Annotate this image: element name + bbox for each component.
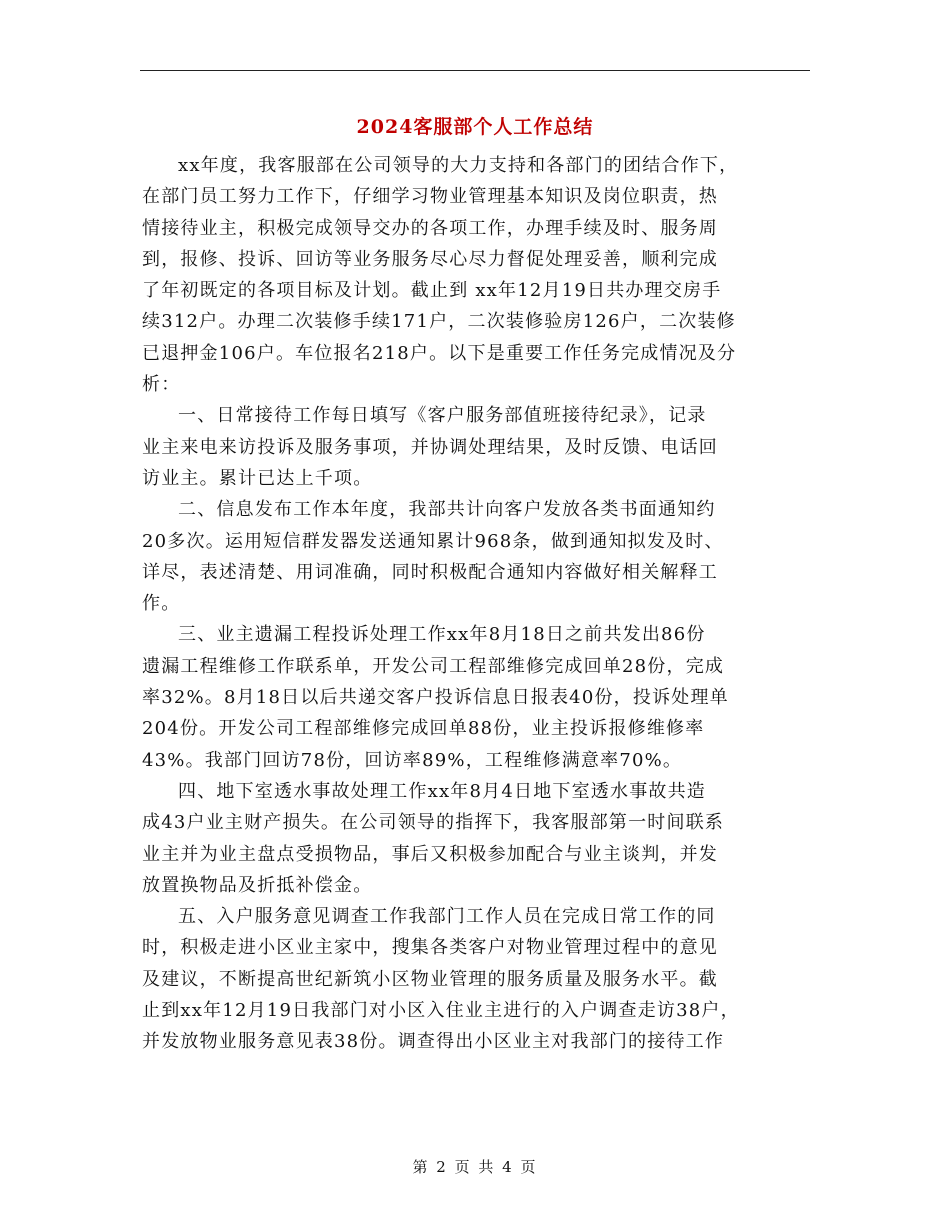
paragraph-section-4 (142, 776, 806, 901)
text-line: 率32%。8月18日以后共递交客户投诉信息日报表40份，投诉处理单 (142, 687, 729, 709)
text-line: 204份。开发公司工程部维修完成回单88份，业主投诉报修维修率 (142, 718, 705, 740)
text-line: 三、业主遗漏工程投诉处理工作xx年8月18日之前共发出86份 (178, 624, 706, 646)
text-line: 放置换物品及折抵补偿金。 (142, 874, 373, 896)
paragraph-section-2 (142, 494, 806, 619)
text-line: 作。 (142, 593, 181, 615)
text-line: 成43户业主财产损失。在公司领导的指挥下，我客服部第一时间联系 (142, 812, 725, 834)
page-footer: 第 2 页 共 4 页 (412, 1158, 538, 1176)
text-line: 在部门员工努力工作下，仔细学习物业管理基本知识及岗位职责，热 (142, 186, 718, 208)
text-line: 析： (142, 374, 181, 396)
text-line: 业主来电来访投诉及服务事项，并协调处理结果，及时反馈、电话回 (142, 436, 718, 458)
text-line: 43%。我部门回访78份，回访率89%，工程维修满意率70%。 (142, 749, 683, 771)
text-line: 并发放物业服务意见表38份。调查得出小区业主对我部门的接待工作 (142, 1031, 725, 1053)
text-line: 时，积极走进小区业主家中，搜集各类客户对物业管理过程中的意见 (142, 937, 718, 959)
text-line: 一、日常接待工作每日填写《客户服务部值班接待纪录》，记录 (178, 405, 707, 427)
paragraph-section-1 (142, 400, 806, 494)
text-line: 五、入户服务意见调查工作我部门工作人员在完成日常工作的同 (178, 906, 716, 928)
text-line: 遗漏工程维修工作联系单，开发公司工程部维修完成回单28份，完成 (142, 655, 725, 677)
text-line: 二、信息发布工作本年度，我部共计向客户发放各类书面通知约 (178, 499, 716, 521)
text-line: 到，报修、投诉、回访等业务服务尽心尽力督促处理妥善，顺利完成 (142, 248, 718, 270)
text-line: 情接待业主，积极完成领导交办的各项工作，办理手续及时、服务周 (142, 217, 718, 239)
text-line: 续312户。办理二次装修手续171户，二次装修验房126户，二次装修 (142, 311, 736, 333)
text-line: 了年初既定的各项目标及计划。截止到 xx年12月19日共办理交房手 (142, 280, 722, 302)
text-line: 访业主。累计已达上千项。 (142, 467, 373, 489)
paragraph-intro (142, 150, 806, 400)
text-line: 详尽，表述清楚、用词准确，同时积极配合通知内容做好相关解释工 (142, 561, 718, 583)
paragraph-section-3 (142, 619, 806, 775)
document-title: 2024客服部个人工作总结 (356, 116, 594, 138)
text-line: 止到xx年12月19日我部门对小区入住业主进行的入户调查走访38户， (142, 1000, 740, 1022)
header-rule (140, 70, 810, 71)
document-body (142, 150, 806, 1058)
text-line: 已退押金106户。车位报名218户。以下是重要工作任务完成情况及分 (142, 342, 737, 364)
text-line: 20多次。运用短信群发器发送通知累计968条，做到通知拟发及时、 (142, 530, 724, 552)
text-line: 业主并为业主盘点受损物品，事后又积极参加配合与业主谈判，并发 (142, 843, 718, 865)
text-line: 及建议，不断提高世纪新筑小区物业管理的服务质量及服务水平。截 (142, 968, 718, 990)
text-line: 四、地下室透水事故处理工作xx年8月4日地下室透水事故共造 (178, 780, 707, 802)
text-line: xx年度，我客服部在公司领导的大力支持和各部门的团结合作下， (178, 155, 739, 176)
paragraph-section-5 (142, 901, 806, 1057)
